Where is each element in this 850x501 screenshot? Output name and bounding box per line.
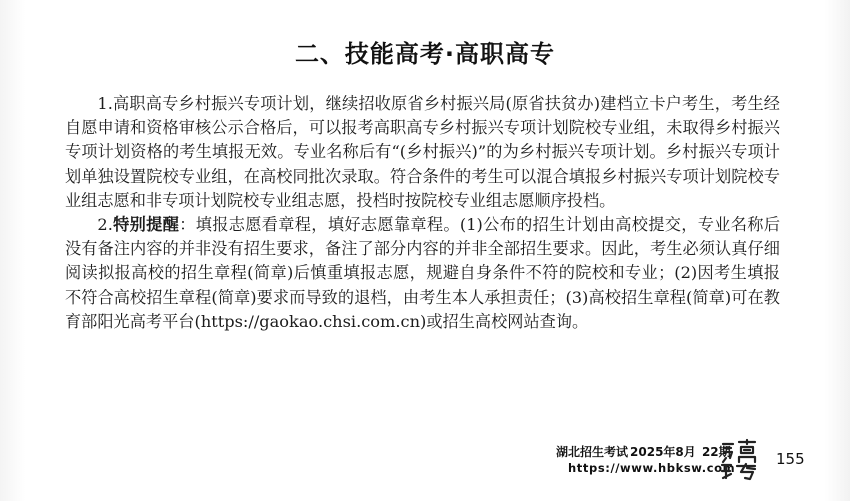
publication-date: 2025年8月	[630, 445, 696, 459]
paragraph-2-colon: ：	[179, 215, 196, 235]
paragraph-2-number: 2.	[97, 215, 113, 235]
paragraph-1: 1.高职高专乡村振兴专项计划，继续招收原省乡村振兴局(原省扶贫办)建档立卡户考生，考生经自愿申请和资格审核公示合格后，可以报考高职高专乡村振兴专项计划院校专业组，未取得乡村振兴专项计划资格的考生填报无效。专业名称后有“(乡村振兴)”的为乡村振兴专项计划。乡村振兴专项计划单独设置院校专业组，在高校同批次录取。符合条件的考生可以混合填报乡村振兴专项计划院校专业组志愿和非专项计划院校专业组志愿，投档时按院校专业组志愿顺序投档。	[65, 94, 780, 210]
footer-publication-line	[556, 443, 733, 460]
paragraph-2-text: 填报志愿看章程，填好志愿靠章程。(1)公布的招生计划由高校提交，专业名称后没有备注内容的并非没有招生要求，备注了部分内容的并非全部招生要求。因此，考生必须认真仔细阅读拟报高校的招生章程(简章)后慎重填报志愿，规避自身条件不符的院校和专业；(2)因考生填报不符合高校招生章程(简章)要求而导致的退档，由考生本人承担责任；(3)高校招生章程(简章)可在教育部阳光高考平台(https://gaokao.chsi.com.cn)或招生高校网站查询。	[65, 215, 781, 331]
page-number: 155	[776, 450, 805, 468]
section-title: 二、技能高考·高职高专	[294, 40, 556, 68]
body-text	[65, 92, 780, 334]
publication-name: 湖北招生考试	[556, 445, 629, 459]
footer-website: https://www.hbksw.com	[568, 461, 736, 475]
special-reminder-label: 特别提醒	[112, 215, 180, 235]
paragraph-2	[65, 213, 780, 334]
publication-issue: 22期	[701, 445, 731, 459]
publication-logo-icon	[717, 438, 761, 482]
